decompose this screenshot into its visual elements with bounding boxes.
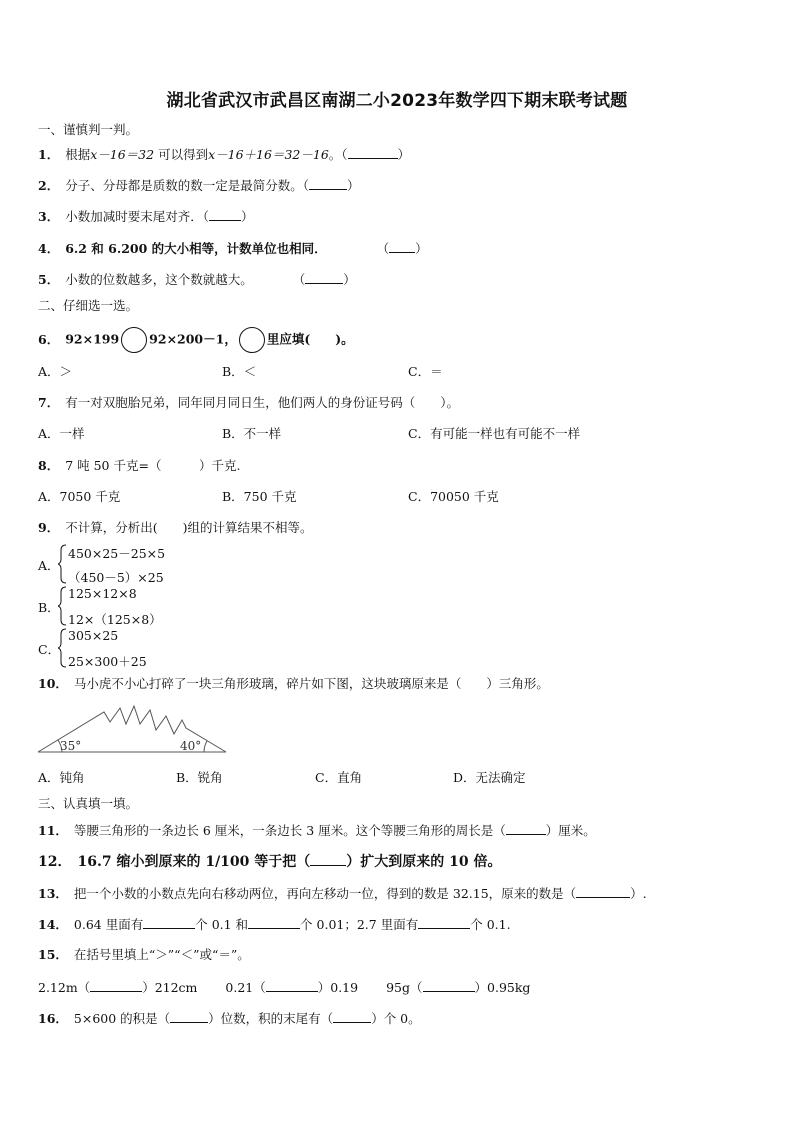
expression-line: 125×12×8 (68, 586, 137, 601)
answer-blank[interactable] (90, 979, 142, 992)
question-text: 把一个小数的小数点先向右移动两位，再向左移动一位，得到的数是 32.15，原来的数是（ (73, 886, 577, 901)
question-text: 个 0.01；2.7 里面有 (300, 917, 419, 932)
question-number: 5． (38, 272, 60, 287)
answer-blank[interactable] (418, 916, 470, 929)
answer-blank[interactable] (310, 853, 346, 866)
question-text: 不计算，分析出( )组的计算结果不相等。 (65, 520, 313, 535)
answer-blank[interactable] (248, 916, 300, 929)
compare-item-text: ）212cm (142, 980, 198, 995)
section-heading-2: 二、仔细选一选。 (38, 298, 139, 313)
equation: x－16＝32 (90, 147, 155, 162)
section-heading-3: 三、认真填一填。 (38, 796, 139, 811)
question-text: 分子、分母都是质数的数一定是最简分数。（ (65, 178, 309, 193)
page-title: 湖北省武汉市武昌区南湖二小2023年数学四下期末联考试题 (166, 91, 628, 111)
question-text: 小数的位数越多，这个数就越大。 (65, 272, 253, 287)
question-text: 里应填( )。 (266, 331, 354, 347)
question-number: 4． (38, 241, 60, 256)
question-text: ） (240, 209, 254, 224)
question-text: 6.2 和 6.200 的大小相等，计数单位也相同． (65, 241, 327, 256)
answer-circle[interactable] (121, 327, 147, 353)
question-text: 0.64 里面有 (73, 917, 144, 932)
question-text: 可以得到 (158, 147, 209, 162)
question-number: 2． (38, 178, 60, 193)
question-text: 个 0.1 和 (195, 917, 249, 932)
question-number: 12． (38, 854, 72, 870)
question-text: ）. (630, 886, 647, 901)
question-15-items (38, 979, 530, 996)
answer-blank[interactable] (170, 1010, 208, 1023)
question-text: 个 0.1. (470, 917, 511, 932)
question-2 (38, 177, 359, 194)
question-text: 等腰三角形的一条边长 6 厘米，一条边长 3 厘米。这个等腰三角形的周长是（ (73, 823, 506, 838)
option-c[interactable]: C．＝ (408, 364, 443, 379)
answer-blank[interactable] (143, 916, 195, 929)
answer-blank[interactable] (266, 979, 318, 992)
option-c[interactable]: C．有可能一样也有可能不一样 (408, 426, 581, 441)
question-text: （ (376, 241, 390, 256)
answer-blank[interactable] (333, 1010, 371, 1023)
question-12 (38, 853, 502, 870)
question-number: 3． (38, 209, 60, 224)
option-b[interactable]: B．锐角 (176, 770, 223, 785)
question-text: 5×600 的积是（ (73, 1011, 171, 1026)
answer-blank[interactable] (209, 208, 241, 221)
answer-blank[interactable] (576, 885, 630, 898)
brace-icon (58, 544, 68, 584)
compare-item-text: 95g（ (386, 980, 423, 995)
question-text: ）位数，积的末尾有（ (208, 1011, 334, 1026)
question-number: 13． (38, 886, 68, 901)
compare-item-text: ）0.19 (317, 980, 359, 995)
broken-triangle-figure (36, 700, 228, 756)
question-5 (38, 271, 356, 288)
question-text: 92×200－1， (149, 331, 237, 347)
question-13 (38, 885, 647, 902)
option-c[interactable]: C．70050 千克 (408, 489, 499, 504)
question-text: 16.7 缩小到原来的 1/100 等于把（ (77, 854, 311, 870)
question-7 (38, 395, 459, 411)
question-3 (38, 208, 253, 225)
question-1 (38, 146, 410, 163)
expression-line: 25×300＋25 (68, 654, 147, 669)
question-text: 。（ (328, 147, 348, 162)
equation: x－16＋16＝32－16 (208, 147, 329, 162)
question-14 (38, 916, 511, 933)
angle-arc-right (204, 741, 207, 752)
question-11 (38, 822, 596, 839)
option-c[interactable]: C．直角 (315, 770, 363, 785)
option-a[interactable]: A．钝角 (38, 770, 85, 785)
option-d[interactable]: D．无法确定 (453, 770, 526, 785)
question-number: 9． (38, 520, 60, 535)
expression-line: 450×25－25×5 (68, 546, 166, 561)
answer-blank[interactable] (309, 177, 347, 190)
answer-blank[interactable] (506, 822, 546, 835)
angle-label-right: 40° (180, 739, 202, 753)
answer-blank[interactable] (389, 240, 415, 253)
question-text: 7 吨 50 千克=（ ）千克. (65, 458, 241, 473)
question-text: ） (346, 178, 360, 193)
question-number: 10． (38, 676, 68, 691)
brace-icon (58, 628, 68, 668)
option-a[interactable]: A．7050 千克 (38, 489, 121, 504)
answer-blank[interactable] (423, 979, 475, 992)
question-text: ） (343, 272, 356, 287)
question-number: 7． (38, 395, 60, 410)
question-16 (38, 1010, 421, 1027)
option-a[interactable]: A．一样 (38, 426, 85, 441)
question-text: ） (397, 147, 411, 162)
question-15 (38, 947, 250, 963)
expression-line: 12×（125×8） (68, 612, 162, 627)
answer-circle[interactable] (239, 327, 265, 353)
compare-item-text: 0.21（ (225, 980, 266, 995)
compare-item-text: 2.12m（ (38, 980, 91, 995)
question-6 (38, 327, 354, 353)
compare-item-text: ）0.95kg (474, 980, 531, 995)
answer-blank[interactable] (305, 271, 343, 284)
question-text: ）扩大到原来的 10 倍。 (346, 854, 502, 870)
question-number: 8． (38, 458, 60, 473)
question-text: 有一对双胞胎兄弟，同年同月同日生，他们两人的身份证号码（ ）。 (65, 395, 459, 410)
question-text: ） (415, 241, 428, 256)
question-text: 小数加减时要末尾对齐．（ (65, 209, 209, 224)
question-number: 6． (38, 331, 60, 347)
option-a[interactable]: A．＞ (38, 364, 73, 379)
option-b[interactable]: B．不一样 (222, 426, 282, 441)
question-4 (38, 240, 428, 257)
question-9 (38, 520, 312, 536)
answer-blank[interactable] (348, 146, 398, 159)
question-number: 11． (38, 823, 68, 838)
option-a[interactable]: A． (38, 558, 60, 573)
question-8 (38, 458, 240, 474)
option-c[interactable]: C． (38, 642, 61, 657)
option-b[interactable]: B．＜ (222, 364, 257, 379)
brace-icon (58, 586, 68, 626)
question-number: 16． (38, 1011, 68, 1026)
question-number: 1． (38, 147, 60, 162)
section-heading-1: 一、谨慎判一判。 (38, 122, 139, 137)
option-b[interactable]: B． (38, 600, 60, 615)
question-text: （ (292, 272, 306, 287)
question-text: 92×199 (65, 331, 120, 347)
question-number: 14． (38, 917, 68, 932)
question-text: ）厘米。 (545, 823, 596, 838)
expression-line: （450－5）×25 (68, 570, 164, 585)
question-text: ）个 0。 (371, 1011, 421, 1026)
angle-label-left: 35° (60, 739, 82, 753)
option-b[interactable]: B．750 千克 (222, 489, 297, 504)
question-number: 15． (38, 947, 68, 962)
expression-line: 305×25 (68, 628, 119, 643)
question-text: 在括号里填上“＞”“＜”或“＝”。 (73, 947, 250, 962)
question-text: 根据 (65, 147, 91, 162)
question-text: 马小虎不小心打碎了一块三角形玻璃，碎片如下图，这块玻璃原来是（ ）三角形。 (73, 676, 549, 691)
question-10 (38, 676, 549, 692)
